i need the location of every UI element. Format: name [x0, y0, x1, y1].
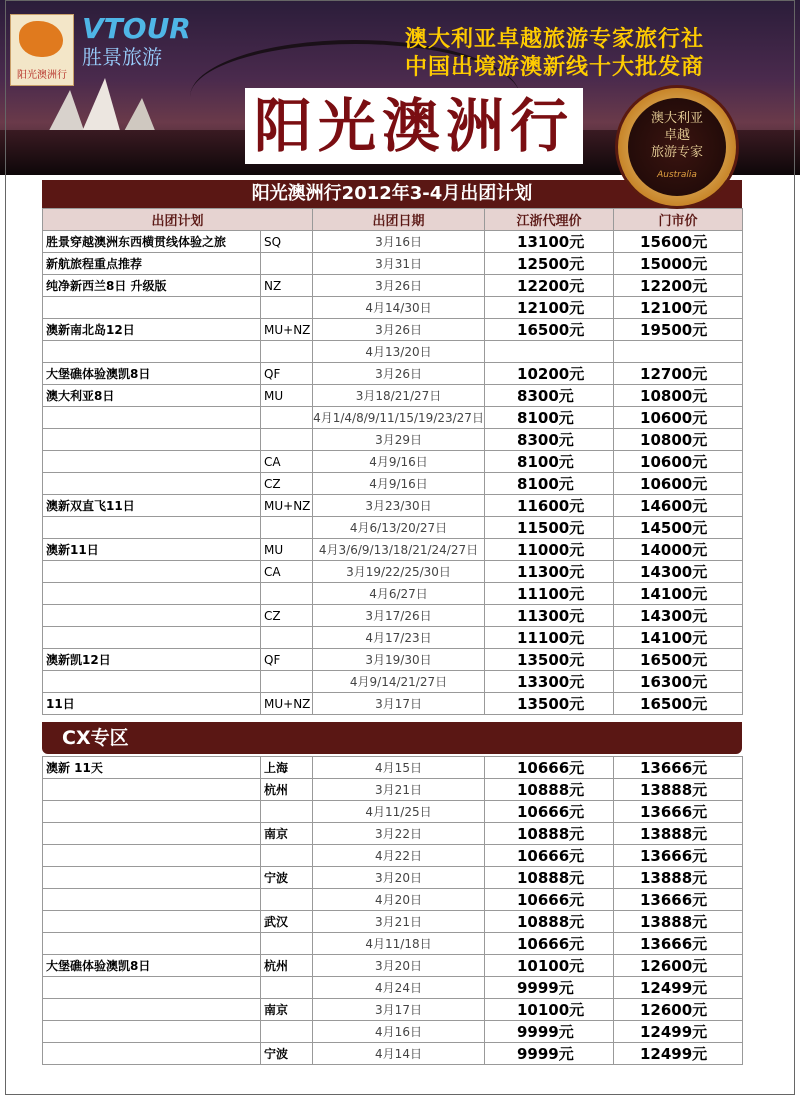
- trip-name: [43, 977, 261, 999]
- retail-price: 13666元: [614, 889, 743, 911]
- retail-price: 16300元: [614, 671, 743, 693]
- departure-date: 4月6/13/20/27日: [313, 517, 485, 539]
- trip-name: [43, 561, 261, 583]
- trip-name: 澳新双直飞11日: [43, 495, 261, 517]
- agent-price: 9999元: [485, 977, 614, 999]
- airline: QF: [261, 649, 313, 671]
- agent-price: 10666元: [485, 801, 614, 823]
- departure-date: 3月21日: [313, 911, 485, 933]
- retail-price: 14600元: [614, 495, 743, 517]
- agent-price: 8100元: [485, 451, 614, 473]
- departure-date: 4月15日: [313, 757, 485, 779]
- agent-price: 12200元: [485, 275, 614, 297]
- section1-title: 阳光澳洲行2012年3-4月出团计划: [42, 180, 742, 208]
- table-row: [43, 363, 743, 385]
- vtour-sub: 胜景旅游: [82, 45, 162, 69]
- departure-date: 3月22日: [313, 823, 485, 845]
- table-row: [43, 231, 743, 253]
- header-date: 出团日期: [313, 209, 485, 231]
- agent-price: 11100元: [485, 627, 614, 649]
- table-row: [43, 517, 743, 539]
- agent-price: 13100元: [485, 231, 614, 253]
- airline: QF: [261, 363, 313, 385]
- cx-table: [42, 756, 743, 1065]
- airline: NZ: [261, 275, 313, 297]
- table-row: [43, 779, 743, 801]
- table-row: [43, 911, 743, 933]
- retail-price: 10600元: [614, 407, 743, 429]
- agent-price: [485, 341, 614, 363]
- trip-name: [43, 1043, 261, 1065]
- retail-price: 10800元: [614, 385, 743, 407]
- departure-date: 3月31日: [313, 253, 485, 275]
- departure-date: 3月18/21/27日: [313, 385, 485, 407]
- retail-price: 12700元: [614, 363, 743, 385]
- departure-date: 3月26日: [313, 319, 485, 341]
- table-row: [43, 757, 743, 779]
- table-row: [43, 275, 743, 297]
- table-row: [43, 495, 743, 517]
- departure-city: [261, 889, 313, 911]
- departure-date: 4月22日: [313, 845, 485, 867]
- departure-date: 3月21日: [313, 779, 485, 801]
- agent-price: 8300元: [485, 429, 614, 451]
- agent-price: 10100元: [485, 999, 614, 1021]
- table-row: [43, 801, 743, 823]
- retail-price: 13888元: [614, 867, 743, 889]
- airline: [261, 253, 313, 275]
- table-row: [43, 583, 743, 605]
- table-row: [43, 955, 743, 977]
- trip-name: [43, 583, 261, 605]
- departure-date: 4月24日: [313, 977, 485, 999]
- table-row: [43, 627, 743, 649]
- trip-name: [43, 999, 261, 1021]
- trip-name: 新航旅程重点推荐: [43, 253, 261, 275]
- departure-date: 4月11/18日: [313, 933, 485, 955]
- retail-price: 10600元: [614, 473, 743, 495]
- departure-date: 4月6/27日: [313, 583, 485, 605]
- retail-price: 10800元: [614, 429, 743, 451]
- retail-price: 14300元: [614, 561, 743, 583]
- airline: CZ: [261, 605, 313, 627]
- airline: CA: [261, 451, 313, 473]
- departure-city: 宁波: [261, 867, 313, 889]
- departure-date: 3月26日: [313, 363, 485, 385]
- retail-price: 12600元: [614, 999, 743, 1021]
- airline: MU+NZ: [261, 495, 313, 517]
- trip-name: 纯净新西兰8日 升级版: [43, 275, 261, 297]
- tagline-1: 澳大利亚卓越旅游专家旅行社: [405, 27, 705, 52]
- retail-price: 12499元: [614, 1021, 743, 1043]
- airline: [261, 429, 313, 451]
- agent-price: 16500元: [485, 319, 614, 341]
- departure-date: 4月9/14/21/27日: [313, 671, 485, 693]
- departure-city: [261, 845, 313, 867]
- departure-city: 杭州: [261, 779, 313, 801]
- table-row: [43, 999, 743, 1021]
- table-row: [43, 253, 743, 275]
- trip-name: [43, 823, 261, 845]
- departure-date: 3月17/26日: [313, 605, 485, 627]
- retail-price: 16500元: [614, 693, 743, 715]
- agent-price: 8300元: [485, 385, 614, 407]
- departure-date: 3月17日: [313, 693, 485, 715]
- trip-name: 澳大利亚8日: [43, 385, 261, 407]
- trip-name: [43, 341, 261, 363]
- agent-price: 8100元: [485, 407, 614, 429]
- airline: [261, 583, 313, 605]
- agent-price: 13500元: [485, 649, 614, 671]
- retail-price: 10600元: [614, 451, 743, 473]
- agent-price: 13300元: [485, 671, 614, 693]
- retail-price: 12499元: [614, 1043, 743, 1065]
- trip-name: [43, 779, 261, 801]
- departure-date: 4月3/6/9/13/18/21/24/27日: [313, 539, 485, 561]
- agent-price: 11500元: [485, 517, 614, 539]
- trip-name: 大堡礁体验澳凯8日: [43, 363, 261, 385]
- seal-brand: Australia: [657, 170, 697, 180]
- table-row: [43, 561, 743, 583]
- vtour-logo: [82, 12, 191, 74]
- agent-price: 9999元: [485, 1043, 614, 1065]
- airline: [261, 671, 313, 693]
- retail-price: 13888元: [614, 779, 743, 801]
- agent-price: 10888元: [485, 867, 614, 889]
- departure-date: 4月13/20日: [313, 341, 485, 363]
- departure-date: 4月9/16日: [313, 473, 485, 495]
- trip-name: 澳新 11天: [43, 757, 261, 779]
- table-row: [43, 451, 743, 473]
- retail-price: 15000元: [614, 253, 743, 275]
- airline: CA: [261, 561, 313, 583]
- table-row: [43, 319, 743, 341]
- vtour-brand: VTOUR: [82, 12, 191, 45]
- agent-price: 10666元: [485, 889, 614, 911]
- table-row: [43, 933, 743, 955]
- logo1-text: 阳光澳洲行: [17, 70, 67, 81]
- departure-city: 宁波: [261, 1043, 313, 1065]
- departure-city: 上海: [261, 757, 313, 779]
- agent-price: 10666元: [485, 933, 614, 955]
- table-row: [43, 341, 743, 363]
- airline: [261, 627, 313, 649]
- table-row: [43, 845, 743, 867]
- agent-price: 8100元: [485, 473, 614, 495]
- table-row: [43, 1043, 743, 1065]
- seal-line-3: 旅游专家: [650, 145, 703, 160]
- departure-city: [261, 801, 313, 823]
- table-row: [43, 867, 743, 889]
- departure-city: 杭州: [261, 955, 313, 977]
- departure-city: 南京: [261, 999, 313, 1021]
- retail-price: 13666元: [614, 845, 743, 867]
- departure-city: 南京: [261, 823, 313, 845]
- retail-price: [614, 341, 743, 363]
- departure-date: 3月16日: [313, 231, 485, 253]
- departure-date: 4月14日: [313, 1043, 485, 1065]
- airline: [261, 517, 313, 539]
- table-header-row: [43, 209, 743, 231]
- trip-name: [43, 407, 261, 429]
- departure-city: [261, 1021, 313, 1043]
- airline: MU: [261, 539, 313, 561]
- header-plan: 出团计划: [43, 209, 313, 231]
- table-row: [43, 977, 743, 999]
- header-retail-price: 门市价: [614, 209, 743, 231]
- airline: [261, 341, 313, 363]
- departure-date: 3月26日: [313, 275, 485, 297]
- trip-name: [43, 933, 261, 955]
- table-row: [43, 429, 743, 451]
- trip-name: [43, 297, 261, 319]
- trip-name: [43, 889, 261, 911]
- trip-name: 胜景穿越澳洲东西横贯线体验之旅: [43, 231, 261, 253]
- trip-name: [43, 1021, 261, 1043]
- retail-price: 13666元: [614, 801, 743, 823]
- departure-date: 3月20日: [313, 867, 485, 889]
- airline: CZ: [261, 473, 313, 495]
- departure-date: 3月20日: [313, 955, 485, 977]
- agent-price: 10666元: [485, 757, 614, 779]
- airline: MU: [261, 385, 313, 407]
- departure-date: 4月1/4/8/9/11/15/19/23/27日: [313, 407, 485, 429]
- departure-date: 4月11/25日: [313, 801, 485, 823]
- table-row: [43, 297, 743, 319]
- trip-name: [43, 517, 261, 539]
- airline: MU+NZ: [261, 319, 313, 341]
- departure-city: 武汉: [261, 911, 313, 933]
- trip-name: [43, 429, 261, 451]
- departure-date: 3月17日: [313, 999, 485, 1021]
- tagline-2: 中国出境游澳新线十大批发商: [405, 55, 705, 80]
- departure-city: [261, 977, 313, 999]
- table-row: [43, 693, 743, 715]
- airline: [261, 297, 313, 319]
- agent-price: 10200元: [485, 363, 614, 385]
- table-row: [43, 649, 743, 671]
- retail-price: 13888元: [614, 911, 743, 933]
- trip-name: [43, 801, 261, 823]
- sunshine-australia-logo: [10, 14, 74, 86]
- retail-price: 14100元: [614, 627, 743, 649]
- table-row: [43, 823, 743, 845]
- agent-price: 11300元: [485, 561, 614, 583]
- retail-price: 14000元: [614, 539, 743, 561]
- departure-date: 4月14/30日: [313, 297, 485, 319]
- trip-name: [43, 473, 261, 495]
- trip-name: [43, 627, 261, 649]
- agent-price: 10666元: [485, 845, 614, 867]
- table-row: [43, 539, 743, 561]
- retail-price: 14500元: [614, 517, 743, 539]
- departure-date: 4月20日: [313, 889, 485, 911]
- agent-price: 11000元: [485, 539, 614, 561]
- seal-line-2: 卓越: [663, 128, 690, 143]
- departure-date: 4月17/23日: [313, 627, 485, 649]
- retail-price: 12200元: [614, 275, 743, 297]
- seal-line-1: 澳大利亚: [650, 111, 703, 126]
- airline: MU+NZ: [261, 693, 313, 715]
- agent-price: 9999元: [485, 1021, 614, 1043]
- agent-price: 12500元: [485, 253, 614, 275]
- agent-price: 10888元: [485, 823, 614, 845]
- trip-name: 大堡礁体验澳凯8日: [43, 955, 261, 977]
- retail-price: 15600元: [614, 231, 743, 253]
- agent-price: 11600元: [485, 495, 614, 517]
- table-row: [43, 407, 743, 429]
- agent-price: 13500元: [485, 693, 614, 715]
- table-row: [43, 1021, 743, 1043]
- retail-price: 12600元: [614, 955, 743, 977]
- departure-date: 3月29日: [313, 429, 485, 451]
- trip-name: [43, 451, 261, 473]
- agent-price: 10100元: [485, 955, 614, 977]
- agent-price: 10888元: [485, 911, 614, 933]
- header-agent-price: 江浙代理价: [485, 209, 614, 231]
- trip-name: 11日: [43, 693, 261, 715]
- expert-seal: [618, 88, 736, 206]
- departure-date: 3月19/30日: [313, 649, 485, 671]
- trip-name: [43, 845, 261, 867]
- retail-price: 14300元: [614, 605, 743, 627]
- trip-name: [43, 911, 261, 933]
- table-row: [43, 889, 743, 911]
- agent-price: 10888元: [485, 779, 614, 801]
- retail-price: 13888元: [614, 823, 743, 845]
- departure-date: 4月16日: [313, 1021, 485, 1043]
- trip-name: 澳新南北岛12日: [43, 319, 261, 341]
- table-row: [43, 605, 743, 627]
- table-row: [43, 385, 743, 407]
- australia-map-icon: [19, 21, 63, 57]
- table-row: [43, 473, 743, 495]
- trip-name: 澳新11日: [43, 539, 261, 561]
- departure-date: 3月23/30日: [313, 495, 485, 517]
- retail-price: 13666元: [614, 757, 743, 779]
- table-row: [43, 671, 743, 693]
- airline: [261, 407, 313, 429]
- departure-date: 4月9/16日: [313, 451, 485, 473]
- trip-name: 澳新凯12日: [43, 649, 261, 671]
- departure-city: [261, 933, 313, 955]
- retail-price: 16500元: [614, 649, 743, 671]
- agent-price: 11300元: [485, 605, 614, 627]
- airline: SQ: [261, 231, 313, 253]
- retail-price: 12100元: [614, 297, 743, 319]
- departure-date: 3月19/22/25/30日: [313, 561, 485, 583]
- retail-price: 13666元: [614, 933, 743, 955]
- trip-name: [43, 671, 261, 693]
- page-title: 阳光澳洲行: [245, 88, 583, 164]
- agent-price: 11100元: [485, 583, 614, 605]
- retail-price: 14100元: [614, 583, 743, 605]
- section2-title: CX专区: [42, 722, 742, 754]
- schedule-table: [42, 208, 743, 715]
- retail-price: 12499元: [614, 977, 743, 999]
- trip-name: [43, 867, 261, 889]
- retail-price: 19500元: [614, 319, 743, 341]
- trip-name: [43, 605, 261, 627]
- agent-price: 12100元: [485, 297, 614, 319]
